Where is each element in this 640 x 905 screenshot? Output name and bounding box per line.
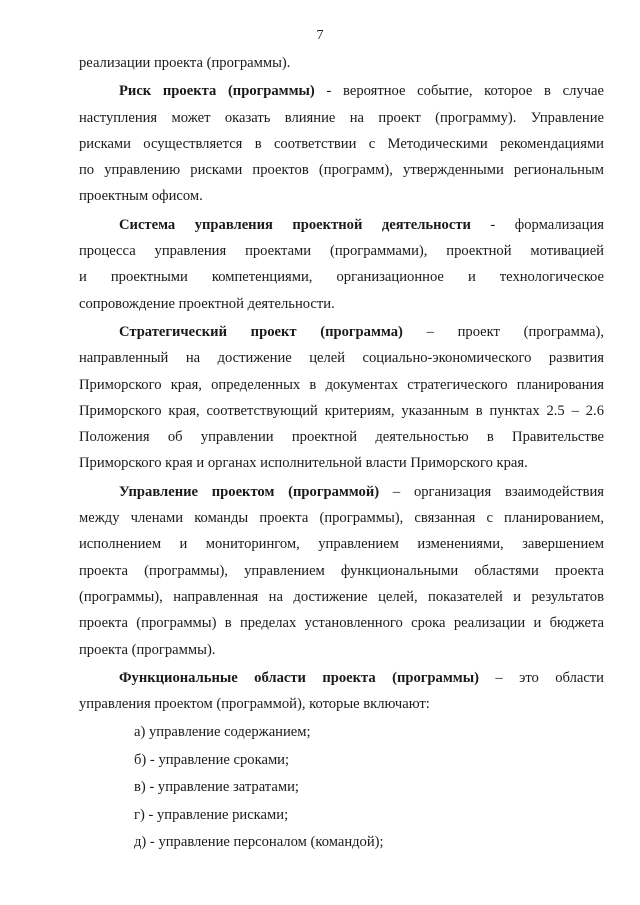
term-management: Управление проектом (программой)	[119, 483, 380, 500]
functional-areas-list	[79, 719, 604, 857]
text-line: сопровождение проектной деятельности.	[79, 295, 335, 312]
text-line: рисками осуществляется в соответствии с Методическими рекомендациями	[79, 135, 604, 152]
text-line: Система управления проектной деятельности - формализация	[119, 216, 604, 233]
text-line: проекта (программы) в пределах установленного срока реализации и бюджета	[79, 615, 604, 632]
text-line: проекта (программы), управлением функциональными областями проекта	[79, 562, 604, 579]
paragraph-management	[79, 479, 604, 663]
text-line: исполнением и мониторингом, управлением изменениями, завершением	[79, 536, 604, 553]
text-line: процесса управления проектами (программами), проектной мотивацией	[79, 243, 604, 260]
text-line: Положения об управлении проектной деятельностью в Правительстве	[79, 429, 604, 446]
text-line: Приморского края, соответствующий критериям, указанным в пунктах 2.5 – 2.6	[79, 402, 604, 419]
text-line: и проектными компетенциями, организационное и технологическое	[79, 269, 604, 286]
page-number: 7	[316, 28, 324, 43]
list-item: в) - управление затратами;	[134, 779, 299, 796]
text-line: между членами команды проекта (программы), связанная с планированием,	[79, 510, 604, 527]
term-risk: Риск проекта (программы)	[119, 83, 315, 100]
text-line: наступления может оказать влияние на проект (программу). Управление	[79, 109, 604, 126]
paragraph-risk	[79, 78, 604, 209]
term-strategic: Стратегический проект (программа)	[119, 323, 403, 340]
text-line: реализации проекта (программы).	[79, 55, 291, 71]
text-line: по управлению рисками проектов (программ), утвержденными региональным	[79, 162, 604, 179]
list-item: б) - управление сроками;	[134, 751, 290, 768]
text-line: Риск проекта (программы) - вероятное событие, которое в случае	[119, 83, 604, 100]
list-item: д) - управление персоналом (командой);	[134, 834, 384, 851]
list-item: г) - управление рисками;	[134, 806, 289, 823]
text-line: Управление проектом (программой) – организация взаимодействия	[119, 483, 604, 500]
list-item: а) управление содержанием;	[134, 724, 311, 741]
paragraph-strategic	[79, 319, 604, 477]
text-line: Приморского края и органах исполнительной власти Приморского края.	[79, 455, 528, 472]
text-line: Функциональные области проекта (программы) – это области	[119, 669, 604, 686]
text-line: проектным офисом.	[79, 188, 203, 205]
paragraph-system	[79, 212, 604, 317]
text-line: Стратегический проект (программа) – проект (программа),	[119, 323, 604, 340]
text-line: проекта (программы).	[79, 641, 216, 658]
paragraph-functional-areas	[79, 665, 604, 718]
term-functional-areas: Функциональные области проекта (программы)	[119, 669, 479, 686]
text-line: (программы), направленная на достижение целей, показателей и результатов	[79, 588, 604, 605]
term-system: Система управления проектной деятельности	[119, 216, 471, 233]
text-line: направленный на достижение целей социально-экономического развития	[79, 350, 604, 367]
text-line: Приморского края, определенных в документах стратегического планирования	[79, 376, 604, 393]
text-line: управления проектом (программой), которые включают:	[79, 696, 430, 713]
document-body	[79, 50, 604, 857]
